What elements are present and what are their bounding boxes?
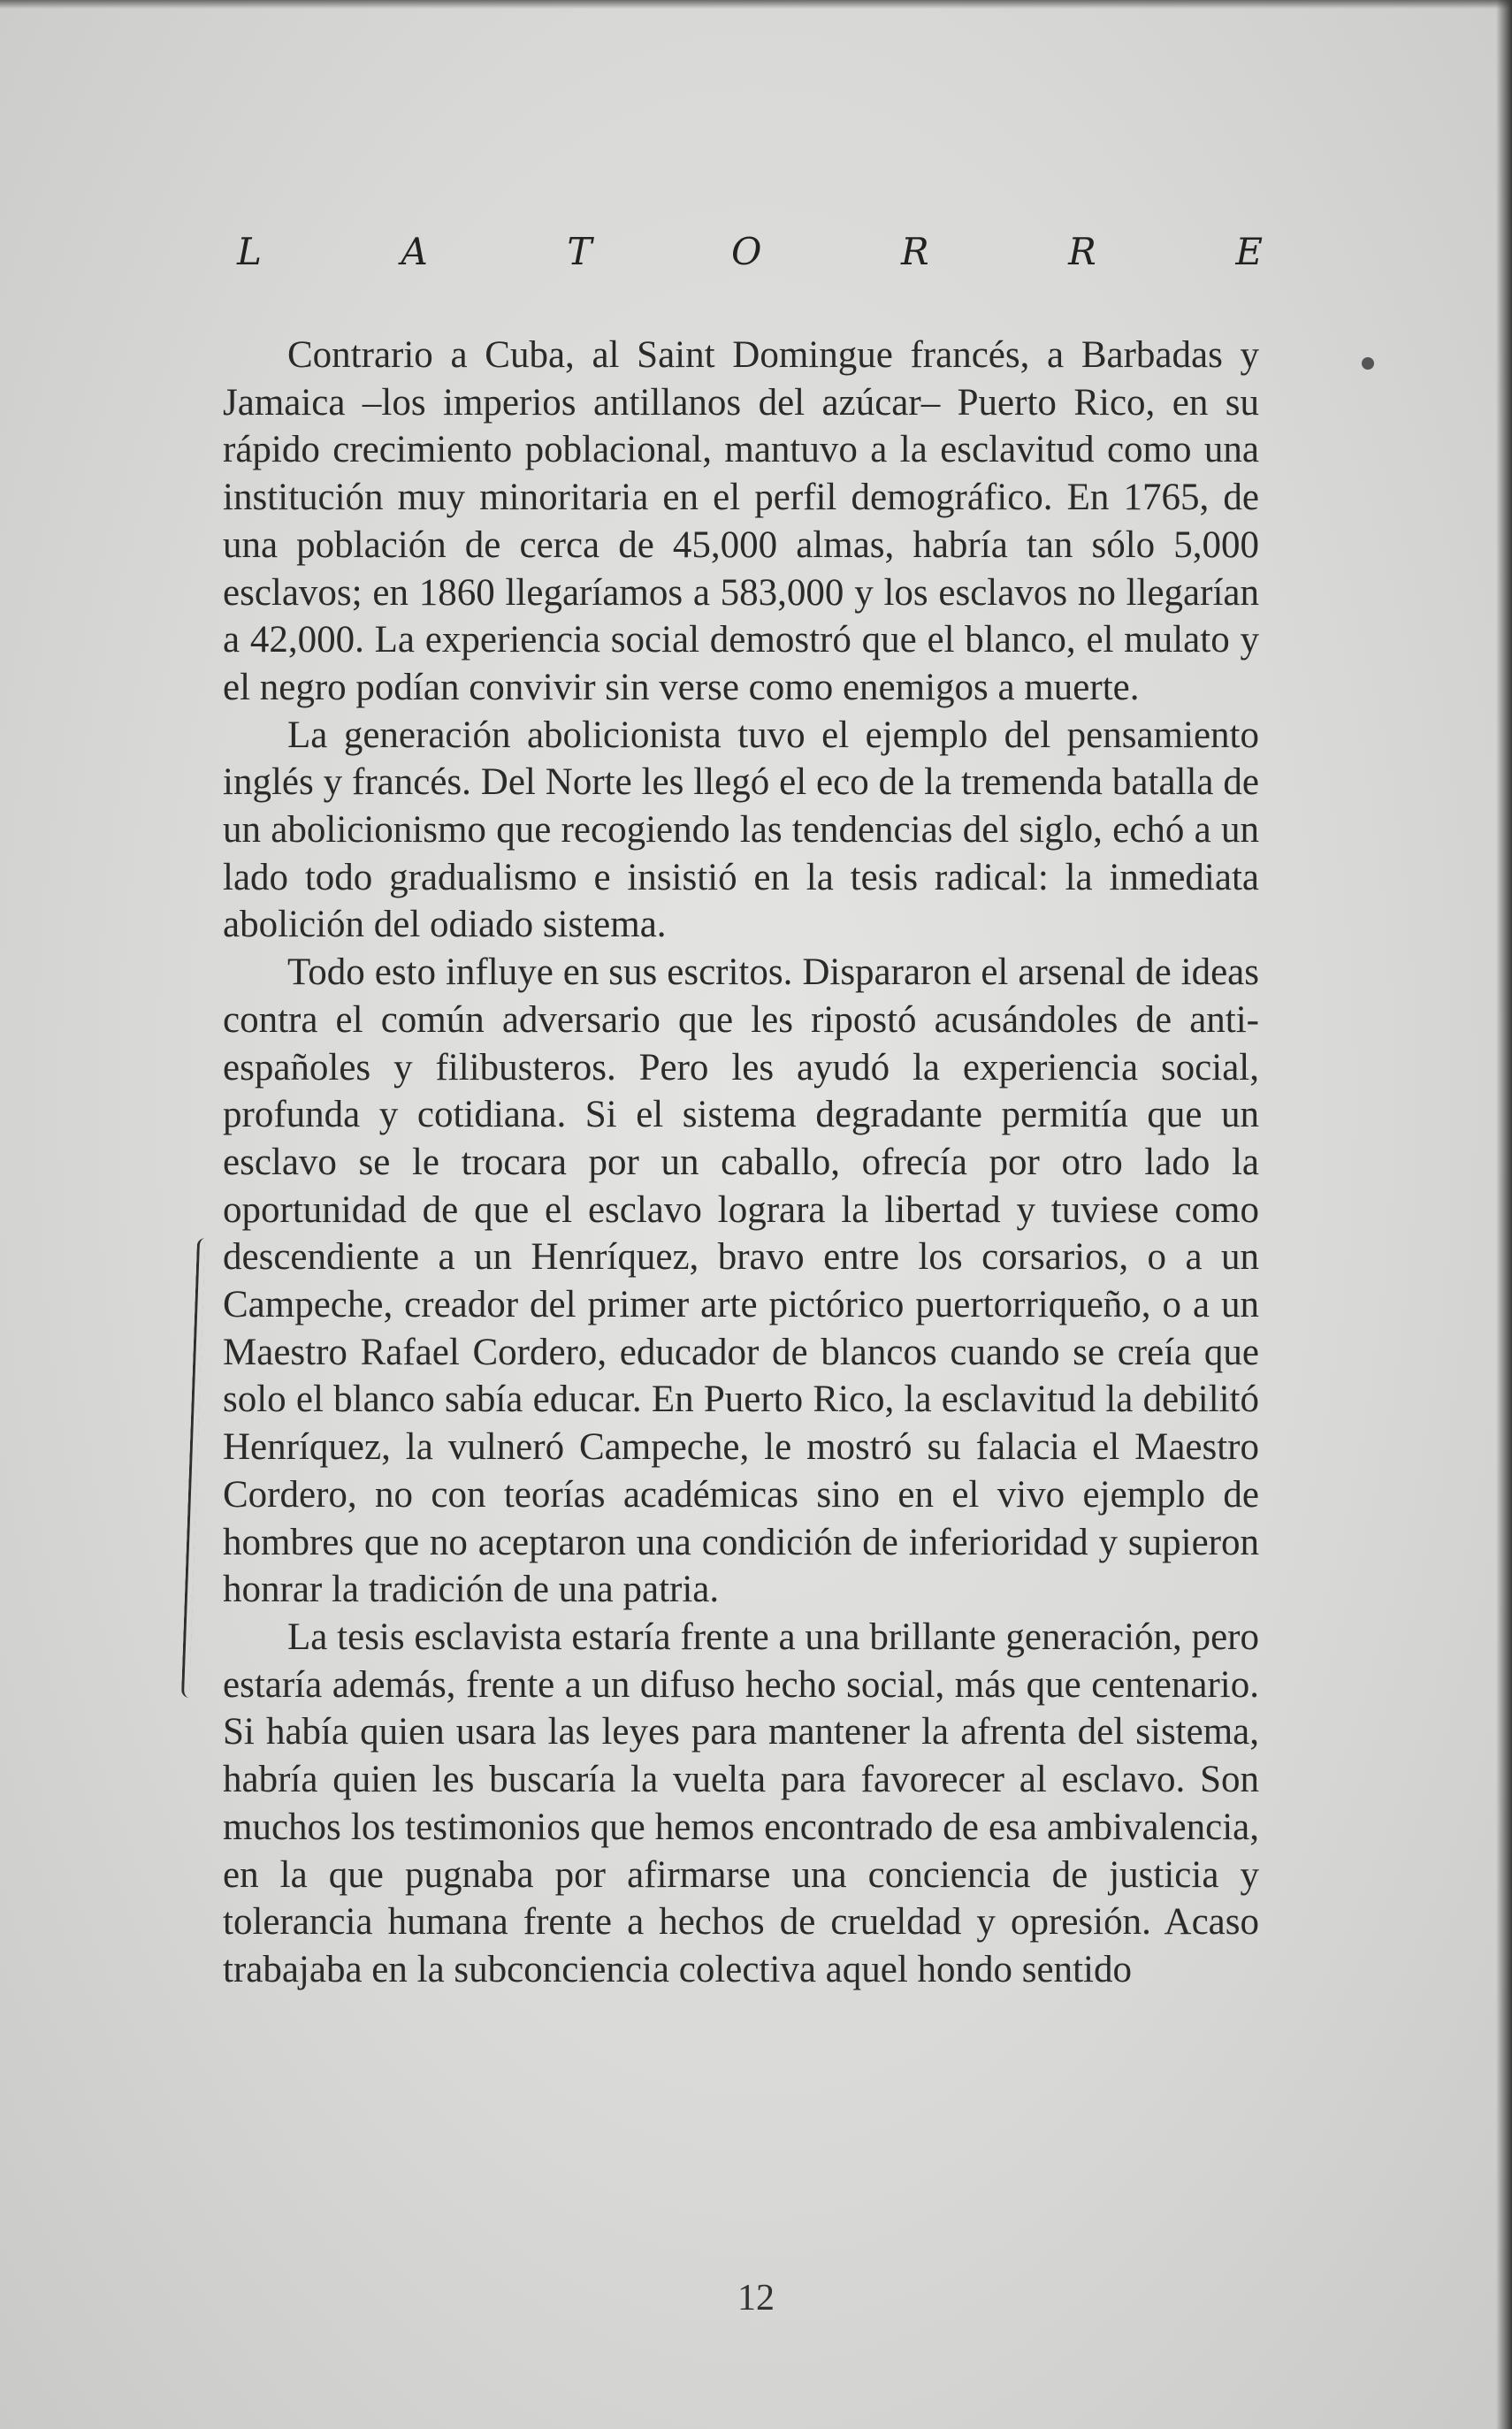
- paragraph-4: La tesis esclavista estaría frente a una brillante generación, pero estaría además, frente a un difuso hecho social, más que centenario. Si había quien usara las leyes para mantener la afrenta del sistema, habría quien les buscaría la vuelta para favorecer al esclavo. Son muchos los testimonios que hemos encontrado de esa ambivalencia, en la que pugnaba por afirmarse una conciencia de justicia y tolerancia humana frente a hechos de crueldad y opresión. Acaso trabajaba en la subconciencia colectiva aquel hondo sentido: [223, 1616, 1259, 1990]
- paragraph-2: La generación abolicionista tuvo el ejemplo del pensamiento inglés y francés. Del Norte les llegó el eco de la tremenda batalla de un abolicionismo que recogiendo las tendencias del siglo, echó a un lado todo gradualismo e insistió en la tesis radical: la inmediata abolición del odiado sistema.: [223, 714, 1259, 946]
- paragraph-3: Todo esto influye en sus escritos. Dispararon el arsenal de ideas contra el común adversario que les ripostó acusándoles de anti-españoles y filibusteros. Pero les ayudó la experiencia social, profunda y cotidiana. Si el sistema degradante permitía que un esclavo se le trocara por un caballo, ofrecía por otro lado la oportunidad de que el esclavo lograra la libertad y tuviese como descendiente a un Henríquez, bravo entre los corsarios, o a un Campeche, creador del primer arte pictórico puertorriqueño, o a un Maestro Rafael Cordero, educador de blancos cuando se creía que solo el blanco sabía educar. En Puerto Rico, la esclavitud la debilitó Henríquez, la vulneró Campeche, le mostró su falacia el Maestro Cordero, no con teorías académicas sino en el vivo ejemplo de hombres que no aceptaron una condición de inferioridad y supieron honrar la tradición de una patria.: [223, 951, 1259, 1611]
- page-number: 12: [737, 2278, 775, 2318]
- running-head-letter: E: [1235, 230, 1263, 273]
- scan-edge-right: [1496, 0, 1512, 2429]
- running-head-letter: O: [730, 230, 762, 273]
- running-head-letter: T: [567, 230, 592, 273]
- scan-edge-top: [0, 0, 1512, 9]
- running-head-letter: L: [237, 230, 262, 273]
- ink-dot-mark: [1362, 357, 1374, 370]
- margin-pencil-bracket: [181, 1238, 205, 1698]
- running-head: [237, 230, 1263, 283]
- body-text: [223, 332, 1259, 1994]
- running-head-letter: A: [401, 230, 428, 273]
- running-head-letter: R: [1068, 230, 1096, 273]
- paragraph-1: Contrario a Cuba, al Saint Domingue francés, a Barbadas y Jamaica –los imperios antillanos del azúcar– Puerto Rico, en su rápido crecimiento poblacional, mantuvo a la esclavitud como una institución muy minoritaria en el perfil demográfico. En 1765, de una población de cerca de 45,000 almas, habría tan sólo 5,000 esclavos; en 1860 llegaríamos a 583,000 y los esclavos no llegarían a 42,000. La experiencia social demostró que el blanco, el mulato y el negro podían convivir sin verse como enemigos a muerte.: [223, 334, 1259, 708]
- running-head-letter: R: [900, 230, 929, 273]
